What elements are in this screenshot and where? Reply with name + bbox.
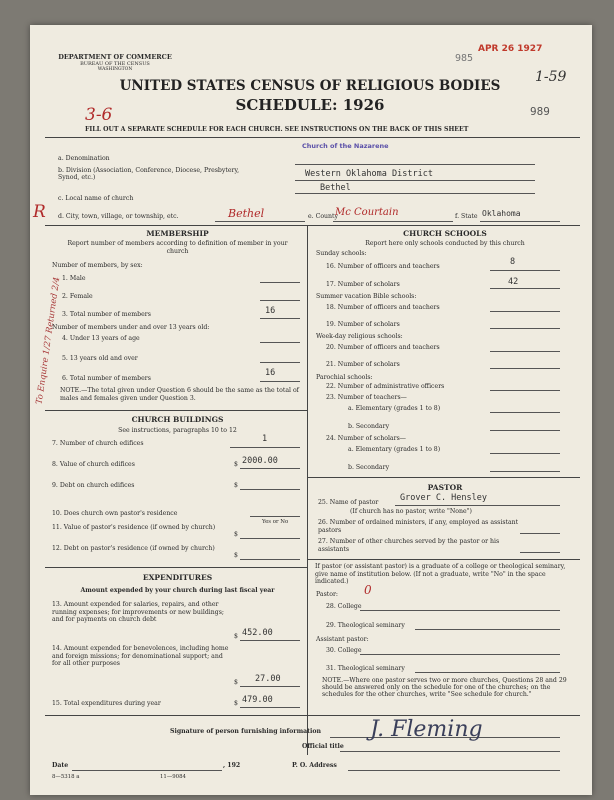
q21-scholars: 21. Number of scholars xyxy=(326,361,400,368)
q2-female: 2. Female xyxy=(62,293,93,300)
q3-total: 3. Total number of members xyxy=(62,311,151,318)
q14-benevolences: 14. Amount expended for benevolences, including home and foreign missions; for denominational support; and for all other purposes xyxy=(52,645,229,667)
division-value: Western Oklahoma District xyxy=(305,169,433,179)
q9-dollar: $ xyxy=(234,482,238,489)
state-value: Oklahoma xyxy=(482,209,521,218)
signature-label: Signature of person furnishing information xyxy=(170,728,321,735)
expenditures-sub: Amount expended by your church during last fiscal year xyxy=(80,587,275,594)
q25-note: (If church has no pastor, write "None") xyxy=(350,508,472,515)
q29-seminary: 29. Theological seminary xyxy=(326,622,405,629)
local-name-label: c. Local name of church xyxy=(58,195,134,202)
stamp-number: 985 xyxy=(455,53,474,64)
q18-officers: 18. Number of officers and teachers xyxy=(326,304,440,311)
grad-intro: If pastor (or assistant pastor) is a graduate of a college or theological seminary, give name of institution below. (If not a graduate, write "No" in the space indicated.) xyxy=(315,563,566,585)
q8-value: 2000.00 xyxy=(242,456,278,466)
q16-value: 8 xyxy=(510,257,516,267)
form-number: 8—5318 a xyxy=(52,774,80,780)
q15-dollar: $ xyxy=(234,700,238,707)
date-label: Date xyxy=(52,762,69,769)
q24-scholars: 24. Number of scholars— xyxy=(326,435,406,442)
q4-under-13: 4. Under 13 years of age xyxy=(62,335,140,342)
left-mark: 3-6 xyxy=(85,105,113,125)
census-schedule-sheet xyxy=(30,25,592,795)
schools-heading: CHURCH SCHOOLS xyxy=(403,229,487,238)
q15-value: 479.00 xyxy=(242,695,273,705)
q11-residence-value: 11. Value of pastor's residence (if owned by church) xyxy=(52,524,216,531)
po-address-label: P. O. Address xyxy=(292,762,337,769)
city-value: Bethel xyxy=(228,207,265,220)
city-label: d. City, town, village, or township, etc. xyxy=(58,213,179,220)
q23-teachers: 23. Number of teachers— xyxy=(326,394,407,401)
print-number: 11—9084 xyxy=(160,774,186,780)
year-label: , 192 xyxy=(223,762,241,769)
members-by-sex: Number of members, by sex: xyxy=(52,262,143,269)
q12-dollar: $ xyxy=(234,552,238,559)
q27-other-churches: 27. Number of other churches served by the pastor or his assistants xyxy=(318,538,500,553)
q23a-elementary: a. Elementary (grades 1 to 8) xyxy=(348,405,441,412)
q14-value: 27.00 xyxy=(255,674,281,684)
city-label: WASHINGTON xyxy=(97,67,133,72)
q3-value: 16 xyxy=(265,306,276,316)
membership-note: NOTE.—The total given under Question 6 should be the same as the total of males and females given under Question 3. xyxy=(60,387,299,402)
signature: J. Fleming xyxy=(370,717,483,742)
bureau-label: BUREAU OF THE CENSUS xyxy=(80,61,150,67)
denomination-stamp: Church of the Nazarene xyxy=(302,142,389,150)
q25-pastor-name: 25. Name of pastor xyxy=(318,499,379,506)
division-label: b. Division (Association, Conference, Diocese, Presbytery, Synod, etc.) xyxy=(58,167,240,181)
official-title-label: Official title xyxy=(302,743,344,750)
pastor-heading: PASTOR xyxy=(427,483,463,492)
parochial-label: Parochial schools: xyxy=(316,374,373,381)
pastor-mark: 0 xyxy=(364,583,372,597)
instructions-line: FILL OUT A SEPARATE SCHEDULE FOR EACH CHURCH. SEE INSTRUCTIONS ON THE BACK OF THIS SHEET xyxy=(85,126,469,133)
q20-officers: 20. Number of officers and teachers xyxy=(326,344,440,351)
q23b-secondary: b. Secondary xyxy=(348,423,390,430)
local-name-value: Bethel xyxy=(320,183,351,193)
q13-value: 452.00 xyxy=(242,628,273,638)
membership-sub: Report number of members according to definition of member in your church xyxy=(67,240,288,255)
q17-scholars: 17. Number of scholars xyxy=(326,281,400,288)
state-label: f. State xyxy=(455,213,478,220)
q22-admin: 22. Number of administrative officers xyxy=(326,383,445,390)
q8-dollar: $ xyxy=(234,461,238,468)
q24b-secondary: b. Secondary xyxy=(348,464,390,471)
county-value: Mc Courtain xyxy=(335,207,399,218)
q25-value: Grover C. Hensley xyxy=(400,493,487,503)
schedule-title: SCHEDULE: 1926 xyxy=(235,96,385,114)
q30-college: 30. College xyxy=(326,647,362,654)
yes-no-hint: Yes or No xyxy=(262,519,289,525)
q13-running: 13. Amount expended for salaries, repairs, and other running expenses; for improvements or new buildings; and for payments on church debt xyxy=(52,601,224,623)
q10-residence: 10. Does church own pastor's residence xyxy=(52,510,178,517)
sunday-schools: Sunday schools: xyxy=(316,250,367,257)
q9-debt: 9. Debt on church edifices xyxy=(52,482,135,489)
q24a-elementary: a. Elementary (grades 1 to 8) xyxy=(348,446,441,453)
schools-sub: Report here only schools conducted by this church xyxy=(365,240,525,247)
pastor-note: NOTE.—Where one pastor serves two or more churches, Questions 28 and 29 should be answered only on the schedule for one of the churches; on the schedules for the other churches, write "See schedule for church." xyxy=(322,677,567,698)
q7-value: 1 xyxy=(262,434,268,444)
q6-value: 16 xyxy=(265,368,276,378)
q7-edifices: 7. Number of church edifices xyxy=(52,440,144,447)
denomination-label: a. Denomination xyxy=(58,155,110,162)
q12-residence-debt: 12. Debt on pastor's residence (if owned by church) xyxy=(52,545,215,552)
margin-r-mark: R xyxy=(33,202,46,222)
q14-dollar: $ xyxy=(234,679,238,686)
q28-college: 28. College xyxy=(326,603,362,610)
dept-label: DEPARTMENT OF COMMERCE xyxy=(58,53,172,61)
county-label: e. County xyxy=(308,213,339,220)
expenditures-heading: EXPENDITURES xyxy=(142,573,213,582)
serial-number: 989 xyxy=(530,105,550,118)
q19-scholars: 19. Number of scholars xyxy=(326,321,400,328)
q1-male: 1. Male xyxy=(62,275,86,282)
buildings-heading: CHURCH BUILDINGS xyxy=(131,415,224,424)
weekday-label: Week-day religious schools: xyxy=(316,333,403,340)
q31-seminary: 31. Theological seminary xyxy=(326,665,405,672)
asst-pastor-label: Assistant pastor: xyxy=(316,636,369,643)
form-title: UNITED STATES CENSUS OF RELIGIOUS BODIES xyxy=(119,78,501,94)
age-intro: Number of members under and over 13 years old: xyxy=(52,324,210,331)
q8-value-label: 8. Value of church edifices xyxy=(52,461,135,468)
q15-total: 15. Total expenditures during year xyxy=(52,700,161,707)
q16-officers: 16. Number of officers and teachers xyxy=(326,263,440,270)
hand-reference: 1-59 xyxy=(535,69,567,85)
q11-dollar: $ xyxy=(234,531,238,538)
vbs-label: Summer vacation Bible schools: xyxy=(316,293,417,300)
q13-dollar: $ xyxy=(234,633,238,640)
buildings-sub: See instructions, paragraphs 10 to 12 xyxy=(118,427,237,434)
q17-value: 42 xyxy=(508,277,519,287)
q5-13-over: 5. 13 years old and over xyxy=(62,355,138,362)
margin-note: To Enquire 1/27 Returned 2/4 xyxy=(34,276,63,405)
q6-total: 6. Total number of members xyxy=(62,375,151,382)
pastor-label: Pastor: xyxy=(316,591,339,598)
received-date-stamp: APR 26 1927 xyxy=(478,44,543,54)
membership-heading: MEMBERSHIP xyxy=(146,229,209,238)
q26-ordained: 26. Number of ordained ministers, if any, employed as assistant pastors xyxy=(318,519,519,534)
